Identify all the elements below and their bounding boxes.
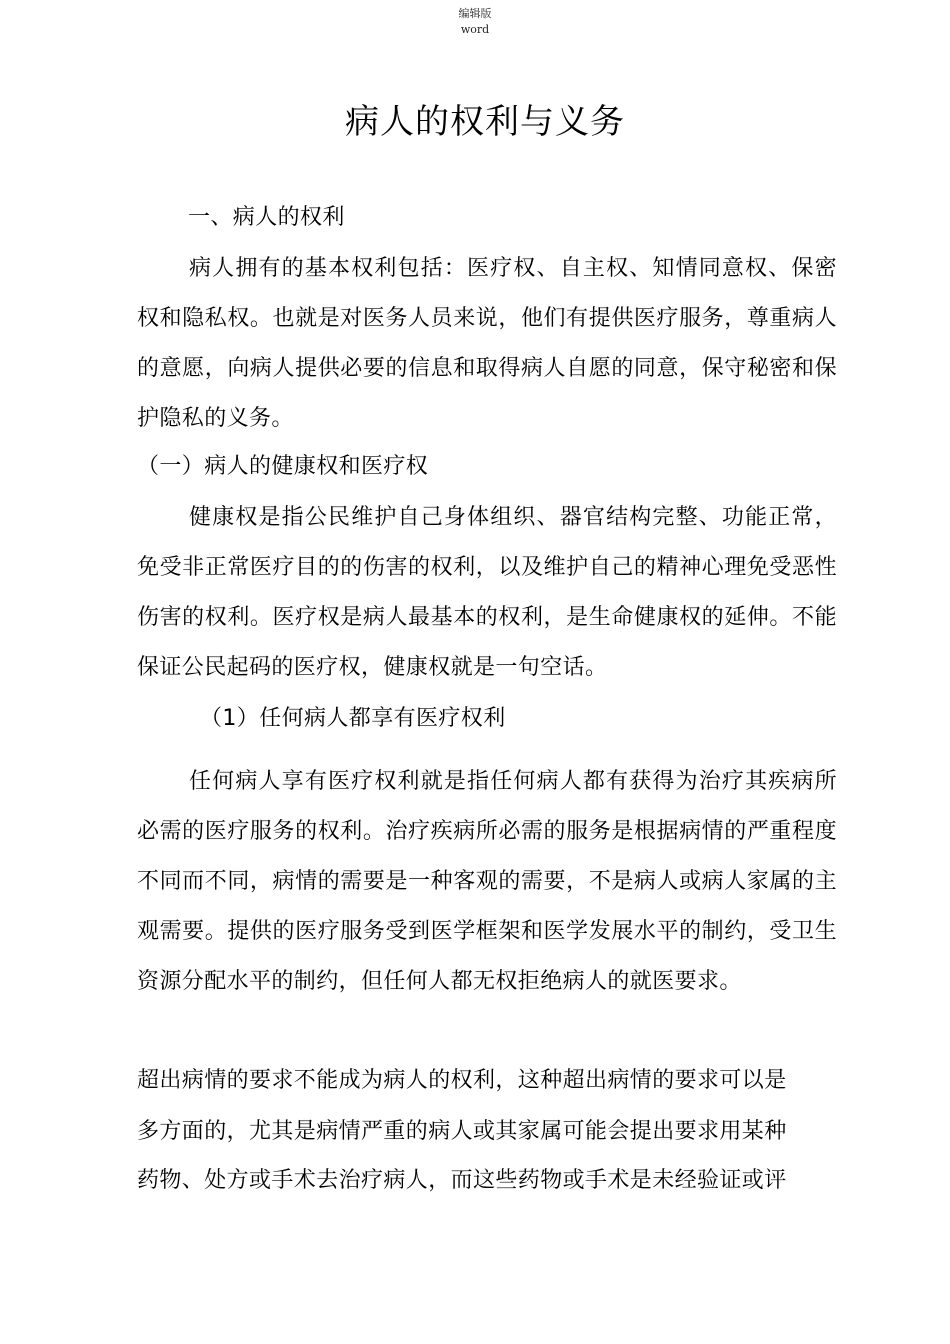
- paragraph-line: 药物、处方或手术去治疗病人，而这些药物或手术是未经验证或评: [137, 1168, 787, 1193]
- page-header: [0, 6, 950, 38]
- header-label: 编辑版: [458, 7, 492, 20]
- subsection-paragraph: 健康权是指公民维护自己身体组织、器官结构完整、功能正常，免受非正常医疗目的的伤害的权利，以及维护自己的精神心理免受恶性伤害的权利。医疗权是病人最基本的权利，是生命健康权的延伸。不能保证公民起码的医疗权，健康权就是一句空话。: [137, 505, 837, 680]
- section-paragraph: 病人拥有的基本权利包括：医疗权、自主权、知情同意权、保密权和隐私权。也就是对医务人员来说，他们有提供医疗服务，尊重病人的意愿，向病人提供必要的信息和取得病人自愿的同意，保守秘密和保护隐私的义务。: [137, 256, 837, 431]
- document-title: 病人的权利与义务: [345, 102, 625, 142]
- item-heading: （1）任何病人都享有医疗权利: [200, 706, 506, 731]
- paragraph-line: 超出病情的要求不能成为病人的权利，这种超出病情的要求可以是: [137, 1068, 787, 1093]
- header-sublabel: word: [460, 23, 490, 36]
- subsection-heading: （一）病人的健康权和医疗权: [137, 454, 429, 479]
- section-heading: 一、病人的权利: [188, 205, 345, 230]
- paragraph-line: 多方面的，尤其是病情严重的病人或其家属可能会提出要求用某种: [137, 1119, 787, 1144]
- item-paragraph: 任何病人享有医疗权利就是指任何病人都有获得为治疗其疾病所必需的医疗服务的权利。治疗疾病所必需的服务是根据病情的严重程度不同而不同，病情的需要是一种客观的需要，不是病人或病人家属的主观需要。提供的医疗服务受到医学框架和医学发展水平的制约，受卫生资源分配水平的制约，但任何人都无权拒绝病人的就医要求。: [137, 769, 837, 994]
